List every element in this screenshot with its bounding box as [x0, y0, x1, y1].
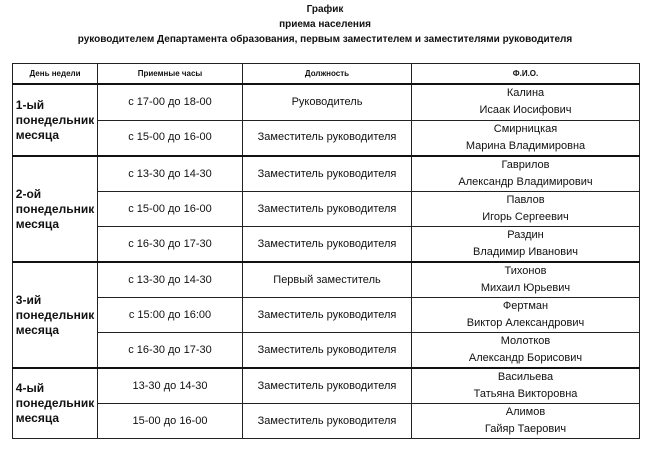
table-row: [13, 333, 640, 369]
position-cell: Заместитель руководителя: [243, 333, 412, 369]
name-cell: Васильева Татьяна Викторовна: [412, 368, 640, 404]
table-row: [13, 368, 640, 404]
position-cell: Заместитель руководителя: [243, 192, 412, 227]
table-row: [13, 84, 640, 120]
page-subtitle: приема населения: [279, 19, 371, 30]
table-row: [13, 298, 640, 333]
header-day: День недели: [13, 64, 98, 85]
position-cell: Заместитель руководителя: [243, 120, 412, 156]
table-row: [13, 404, 640, 439]
name-cell: Тихонов Михаил Юрьевич: [412, 262, 640, 298]
header-name: Ф.И.О.: [412, 64, 640, 85]
name-cell: Молотков Александр Борисович: [412, 333, 640, 369]
page-title: График: [306, 4, 344, 15]
day-cell: 4-ый понедельник месяца: [13, 368, 98, 439]
hours-cell: 15-00 до 16-00: [98, 404, 243, 439]
name-cell: Павлов Игорь Сергеевич: [412, 192, 640, 227]
name-cell: Алимов Гайяр Таерович: [412, 404, 640, 439]
schedule-table: [12, 63, 640, 439]
position-cell: Заместитель руководителя: [243, 298, 412, 333]
position-cell: Заместитель руководителя: [243, 156, 412, 192]
position-cell: Первый заместитель: [243, 262, 412, 298]
table-row: [13, 262, 640, 298]
table-header-row: [13, 64, 640, 85]
hours-cell: с 16-30 до 17-30: [98, 227, 243, 263]
day-cell: 3-ий понедельник месяца: [13, 262, 98, 368]
hours-cell: 13-30 до 14-30: [98, 368, 243, 404]
page-description: руководителем Департамента образования, первым заместителем и заместителями руководителя: [77, 34, 573, 45]
table-row: [13, 227, 640, 263]
hours-cell: с 15:00 до 16:00: [98, 298, 243, 333]
hours-cell: с 16-30 до 17-30: [98, 333, 243, 369]
position-cell: Заместитель руководителя: [243, 404, 412, 439]
name-cell: Фертман Виктор Александрович: [412, 298, 640, 333]
name-cell: Смирницкая Марина Владимировна: [412, 120, 640, 156]
position-cell: Заместитель руководителя: [243, 227, 412, 263]
hours-cell: с 15-00 до 16-00: [98, 192, 243, 227]
name-cell: Гаврилов Александр Владимирович: [412, 156, 640, 192]
table-row: [13, 156, 640, 192]
name-cell: Калина Исаак Иосифович: [412, 84, 640, 120]
position-cell: Заместитель руководителя: [243, 368, 412, 404]
table-row: [13, 120, 640, 156]
position-cell: Руководитель: [243, 84, 412, 120]
table-row: [13, 192, 640, 227]
hours-cell: с 15-00 до 16-00: [98, 120, 243, 156]
hours-cell: с 13-30 до 14-30: [98, 262, 243, 298]
day-cell: 1-ый понедельник месяца: [13, 84, 98, 156]
hours-cell: с 13-30 до 14-30: [98, 156, 243, 192]
name-cell: Раздин Владимир Иванович: [412, 227, 640, 263]
header-hours: Приемные часы: [98, 64, 243, 85]
header-position: Должность: [243, 64, 412, 85]
day-cell: 2-ой понедельник месяца: [13, 156, 98, 262]
hours-cell: с 17-00 до 18-00: [98, 84, 243, 120]
